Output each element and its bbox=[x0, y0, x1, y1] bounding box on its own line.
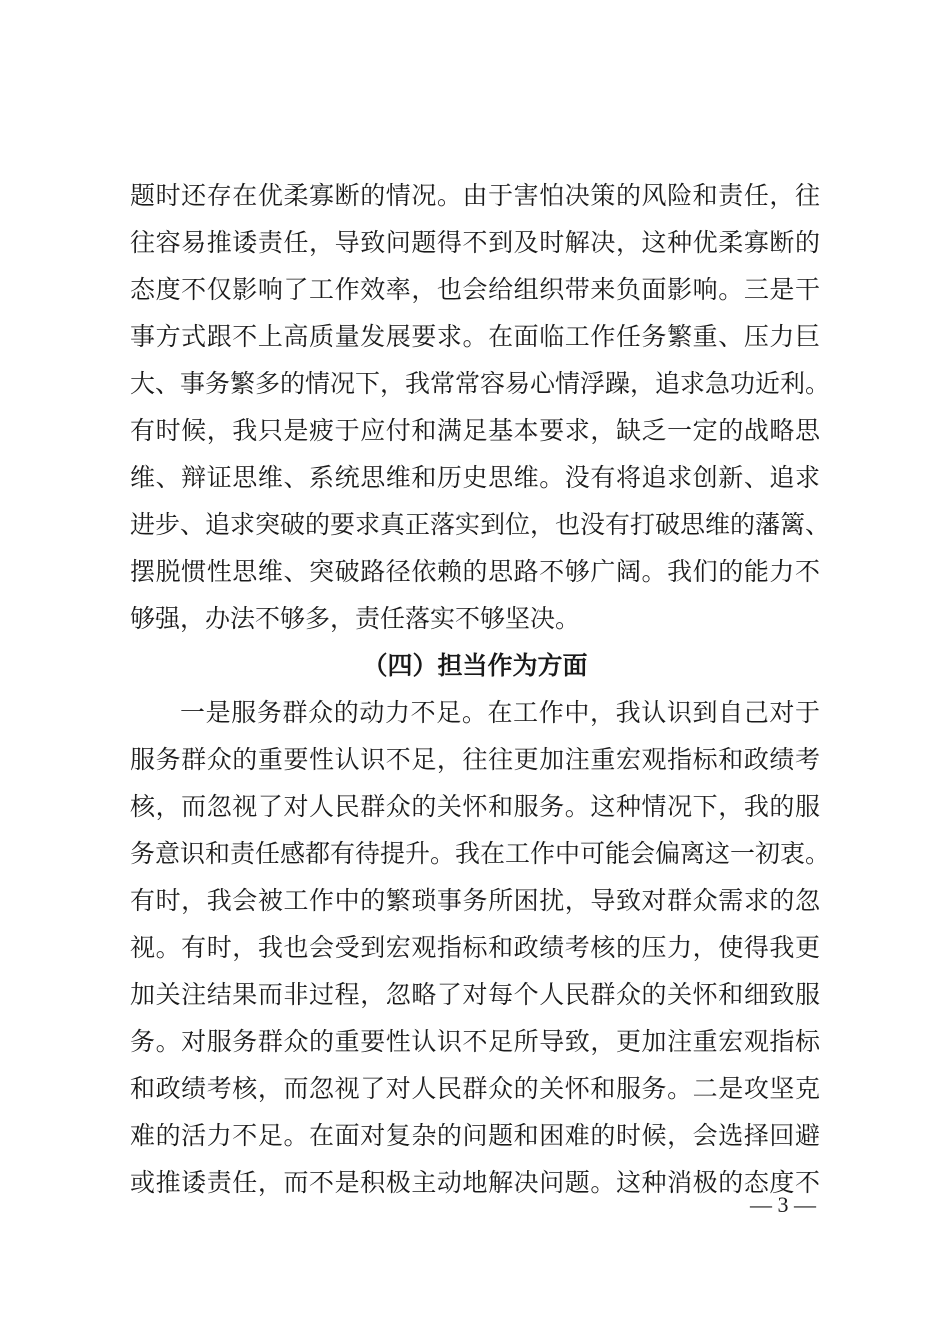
paragraph-line: 服务群众的重要性认识不足，往往更加注重宏观指标和政绩考 bbox=[130, 745, 820, 774]
paragraph-line: 核，而忽视了对人民群众的关怀和服务。这种情况下，我的服 bbox=[130, 792, 820, 821]
section-heading: （四）担当作为方面 bbox=[362, 651, 588, 680]
paragraph-line: 够强，办法不够多，责任落实不够坚决。 bbox=[130, 604, 581, 633]
paragraph-line: 维、辩证思维、系统思维和历史思维。没有将追求创新、追求 bbox=[130, 463, 820, 492]
paragraph-line: 和政绩考核，而忽视了对人民群众的关怀和服务。二是攻坚克 bbox=[130, 1074, 820, 1103]
paragraph-line: 摆脱惯性思维、突破路径依赖的思路不够广阔。我们的能力不 bbox=[130, 557, 820, 586]
paragraph-line: 视。有时，我也会受到宏观指标和政绩考核的压力，使得我更 bbox=[130, 933, 820, 962]
paragraph-line: 难的活力不足。在面对复杂的问题和困难的时候，会选择回避 bbox=[130, 1121, 820, 1150]
paragraph-line: 往容易推诿责任，导致问题得不到及时解决，这种优柔寡断的 bbox=[130, 228, 820, 257]
paragraph-line: 题时还存在优柔寡断的情况。由于害怕决策的风险和责任，往 bbox=[130, 181, 820, 210]
page-number: — 3 — bbox=[750, 1192, 816, 1217]
paragraph-line: 进步、追求突破的要求真正落实到位，也没有打破思维的藩篱、 bbox=[130, 510, 831, 539]
paragraph-line: 加关注结果而非过程，忽略了对每个人民群众的关怀和细致服 bbox=[130, 980, 820, 1009]
paragraph-line: 有时候，我只是疲于应付和满足基本要求，缺乏一定的战略思 bbox=[130, 416, 820, 445]
paragraph-line: 大、事务繁多的情况下，我常常容易心情浮躁，追求急功近利。 bbox=[130, 369, 831, 398]
paragraph-line: 有时，我会被工作中的繁琐事务所困扰，导致对群众需求的忽 bbox=[130, 886, 820, 915]
paragraph-line: 或推诿责任，而不是积极主动地解决问题。这种消极的态度不 bbox=[130, 1168, 820, 1197]
paragraph-line: 务意识和责任感都有待提升。我在工作中可能会偏离这一初衷。 bbox=[130, 839, 831, 868]
paragraph-line: 事方式跟不上高质量发展要求。在面临工作任务繁重、压力巨 bbox=[130, 322, 820, 351]
body-text bbox=[130, 172, 831, 1206]
paragraph-line: 态度不仅影响了工作效率，也会给组织带来负面影响。三是干 bbox=[130, 275, 820, 304]
paragraph-line: 务。对服务群众的重要性认识不足所导致，更加注重宏观指标 bbox=[130, 1027, 820, 1056]
paragraph-line: 一是服务群众的动力不足。在工作中，我认识到自己对于 bbox=[180, 698, 820, 727]
